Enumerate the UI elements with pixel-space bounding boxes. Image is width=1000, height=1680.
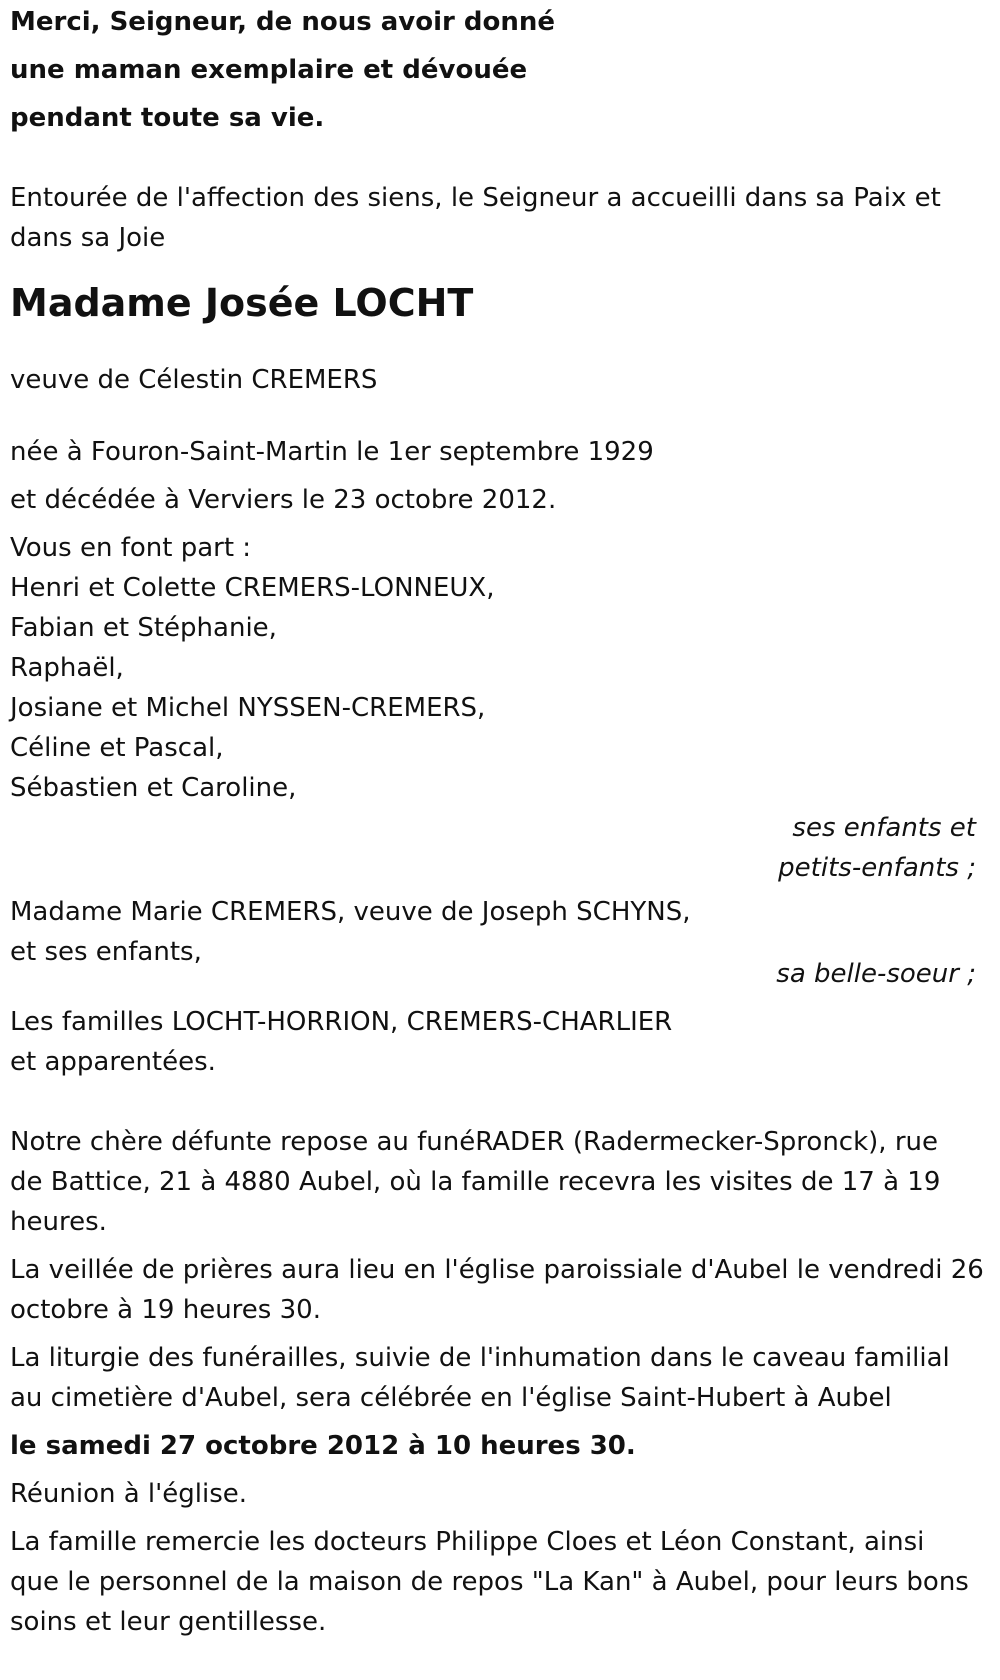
role-sister: sa belle-soeur ; bbox=[776, 959, 976, 989]
families-line-2: et apparentées. bbox=[10, 1047, 216, 1077]
liturgy-line-1: La liturgie des funérailles, suivie de l'inhumation dans le caveau familial bbox=[10, 1343, 950, 1373]
thanks-line-3: soins et leur gentillesse. bbox=[10, 1607, 327, 1637]
family-member: Fabian et Stéphanie, bbox=[10, 613, 277, 643]
repose-line-1: Notre chère défunte repose au funéRADER (Radermecker-Spronck), rue bbox=[10, 1127, 938, 1157]
family-member: Sébastien et Caroline, bbox=[10, 773, 297, 803]
header-quote bbox=[10, 0, 990, 138]
funeral-details bbox=[10, 1122, 990, 1642]
funeral-date: le samedi 27 octobre 2012 à 10 heures 30. bbox=[10, 1431, 636, 1461]
deceased-name: Madame Josée LOCHT bbox=[10, 281, 474, 325]
intro-line-2: dans sa Joie bbox=[10, 223, 166, 253]
repose-line-3: heures. bbox=[10, 1207, 107, 1237]
vigil-line-1: La veillée de prières aura lieu en l'église paroissiale d'Aubel le vendredi 26 bbox=[10, 1255, 984, 1285]
thanks-line-2: que le personnel de la maison de repos "La Kan" à Aubel, pour leurs bons bbox=[10, 1567, 969, 1597]
families-line-1: Les familles LOCHT-HORRION, CREMERS-CHARLIER bbox=[10, 1007, 673, 1037]
sister-line-1: Madame Marie CREMERS, veuve de Joseph SCHYNS, bbox=[10, 897, 691, 927]
role-children-1: ses enfants et bbox=[792, 813, 976, 843]
family-member: Josiane et Michel NYSSEN-CREMERS, bbox=[10, 693, 486, 723]
sister-line-2: et ses enfants, bbox=[10, 937, 202, 967]
widow-line: veuve de Célestin CREMERS bbox=[10, 365, 378, 395]
vigil-line-2: octobre à 19 heures 30. bbox=[10, 1295, 321, 1325]
thanks-line-1: La famille remercie les docteurs Philippe Cloes et Léon Constant, ainsi bbox=[10, 1527, 925, 1557]
family-member: Raphaël, bbox=[10, 653, 124, 683]
liturgy-line-2: au cimetière d'Aubel, sera célébrée en l'église Saint-Hubert à Aubel bbox=[10, 1383, 892, 1413]
header-line-2: une maman exemplaire et dévouée bbox=[10, 55, 528, 85]
announcement bbox=[10, 528, 990, 1082]
intro-line-1: Entourée de l'affection des siens, le Seigneur a accueilli dans sa Paix et bbox=[10, 183, 941, 213]
header-line-3: pendant toute sa vie. bbox=[10, 103, 325, 133]
header-line-1: Merci, Seigneur, de nous avoir donné bbox=[10, 7, 556, 37]
repose-line-2: de Battice, 21 à 4880 Aubel, où la famille recevra les visites de 17 à 19 bbox=[10, 1167, 941, 1197]
role-children-2: petits-enfants ; bbox=[778, 853, 976, 883]
family-member: Céline et Pascal, bbox=[10, 733, 224, 763]
died-line: et décédée à Verviers le 23 octobre 2012. bbox=[10, 485, 557, 515]
intro-text bbox=[10, 178, 990, 258]
meeting-line: Réunion à l'église. bbox=[10, 1479, 248, 1509]
announce-lead: Vous en font part : bbox=[10, 533, 252, 563]
family-member: Henri et Colette CREMERS-LONNEUX, bbox=[10, 573, 495, 603]
born-line: née à Fouron-Saint-Martin le 1er septembre 1929 bbox=[10, 437, 654, 467]
